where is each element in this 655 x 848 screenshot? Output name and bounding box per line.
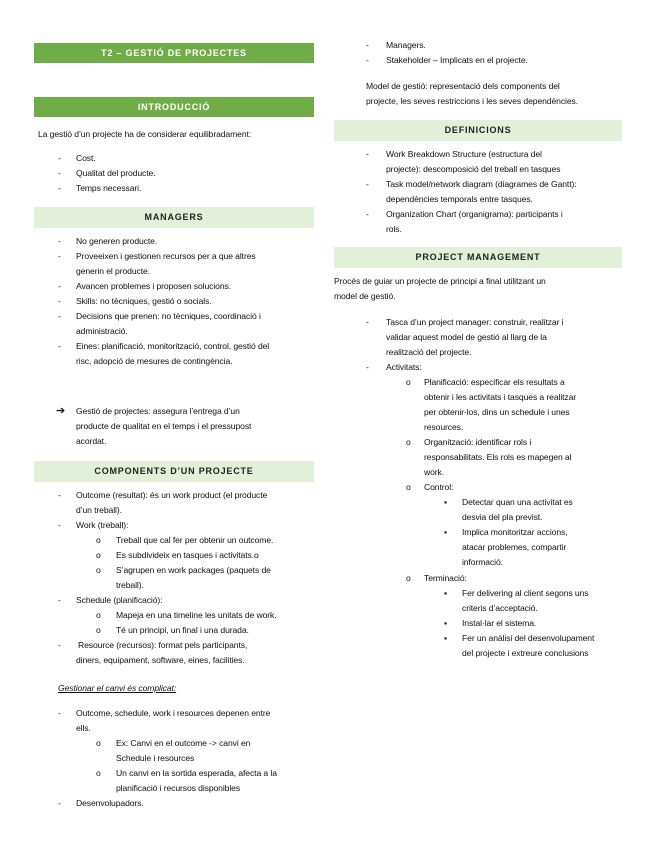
list-item: Work (treball): (76, 520, 129, 530)
list-item: Avancen problemes i proposen solucions. (76, 281, 232, 291)
sub-item: Planificació: especificar els resultats a (424, 377, 565, 387)
list-item: Managers. (386, 40, 426, 50)
list-item: Desenvolupadors. (76, 798, 144, 808)
list-item: Qualitat del producte. (76, 168, 156, 178)
list-item-cont: administració. (76, 326, 128, 336)
list-item-cont: realització del projecte. (386, 347, 472, 357)
sub-sub-item: Detectar quan una activitat es (462, 497, 573, 507)
list-item: Temps necessari. (76, 183, 142, 193)
list-item-cont: dependències temporals entre tasques. (386, 194, 533, 204)
list-item-cont: diners, equipament, software, eines, facilities. (76, 655, 245, 665)
list-item: Outcome, schedule, work i resources depenen entre (76, 708, 271, 718)
sub-sub-item: Implica monitoritzar accions, (462, 527, 568, 537)
list-item: Skills: no tècniques, gestió o socials. (76, 296, 212, 306)
list-item: Organization Chart (organigrama): participants i (386, 209, 563, 219)
heading-definicions: DEFINICIONS (334, 120, 622, 141)
list-item-cont: rols. (386, 224, 402, 234)
sub-sub-item: Fer un anàlisi del desenvolupament (462, 633, 595, 643)
sub-sub-item-cont: del projecte i extreure conclusions (462, 648, 589, 658)
arrow-text: producte de qualitat en el temps i el pressupost (76, 421, 252, 431)
list-item: Tasca d’un project manager: construir, realitzar i (386, 317, 564, 327)
model-text: Model de gestió: representació dels components del (366, 81, 560, 91)
sub-sub-item-cont: criteris d’acceptació. (462, 603, 538, 613)
list-item: Eines: planificació, monitorització, control, gestió del (76, 341, 270, 351)
list-item-cont: validar aquest model de gestió al llarg de la (386, 332, 547, 342)
sub-sub-item-cont: informació. (462, 557, 503, 567)
list-item: Activitats: (386, 362, 422, 372)
list-item: Outcome (resultat): és un work product (el producte (76, 490, 268, 500)
sub-item: Un canvi en la sortida esperada, afecta a la (116, 768, 277, 778)
list-item-cont: ells. (76, 723, 91, 733)
intro-text: La gestió d’un projecte ha de considerar equilibradament: (38, 129, 252, 139)
sub-item: Organització: identificar rols i (424, 437, 532, 447)
list-item: No generen producte. (76, 236, 158, 246)
sub-sub-item-cont: atacar problemes, compartir (462, 542, 567, 552)
sub-item: Control: (424, 482, 454, 492)
heading-introduccio: INTRODUCCIÓ (34, 97, 314, 117)
list-item: Resource (recursos): format pels participants, (78, 640, 248, 650)
list-item: Decisions que prenen: no tècniques, coordinació i (76, 311, 261, 321)
list-item-cont: projecte): descomposició del treball en tasques (386, 164, 561, 174)
sub-item: Terminació: (424, 573, 467, 583)
list-item: Proveeixen i gestionen recursos per a que altres (76, 251, 256, 261)
pm-intro: Procés de guiar un projecte de principi a final utilitzant un (334, 276, 546, 286)
sub-item: S’agrupen en work packages (paquets de (116, 565, 271, 575)
sub-item-cont: planificació i recursos disponibles (116, 783, 241, 793)
change-heading: Gestionar el canvi és complicat: (58, 683, 177, 693)
sub-item-cont: responsabilitats. Els rols es mapegen al (424, 452, 572, 462)
sub-item: Ex: Canvi en el outcome -> canvi en (116, 738, 251, 748)
list-item: Stakeholder – Implicats en el projecte. (386, 55, 528, 65)
document-title: T2 – GESTIÓ DE PROJECTES (34, 43, 314, 63)
list-item: Cost. (76, 153, 96, 163)
pm-intro: model de gestió. (334, 291, 396, 301)
sub-item: Mapeja en una timeline les unitats de work. (116, 610, 277, 620)
sub-item: Treball que cal fer per obtenir un outcome. (116, 535, 274, 545)
list-item: Schedule (planificació): (76, 595, 163, 605)
sub-item-cont: obtenir i les activitats i tasques a realitzar (424, 392, 577, 402)
sub-item-cont: per obtenir-los, dins un schedule i unes (424, 407, 570, 417)
sub-item-cont: resources. (424, 422, 464, 432)
sub-item-cont: treball). (116, 580, 144, 590)
list-item: Task model/network diagram (diagrames de Gantt): (386, 179, 577, 189)
sub-item: Es subdivideix en tasques i activitats.o (116, 550, 259, 560)
heading-project-management: PROJECT MANAGEMENT (334, 247, 622, 268)
sub-item: Té un principi, un final i una durada. (116, 625, 249, 635)
list-item-cont: risc, adopció de mesures de contingència. (76, 356, 233, 366)
sub-item-cont: Schedule i resources (116, 753, 195, 763)
arrow-icon: ➔ (56, 405, 66, 417)
sub-sub-item: Fer delivering al client segons uns (462, 588, 589, 598)
heading-managers: MANAGERS (34, 207, 314, 228)
model-text: projecte, les seves restriccions i les seves dependències. (366, 96, 579, 106)
list-item-cont: d’un treball). (76, 505, 122, 515)
arrow-text: acordat. (76, 436, 107, 446)
list-item: Work Breakdown Structure (estructura del (386, 149, 542, 159)
sub-sub-item: Instal·lar el sistema. (462, 618, 537, 628)
list-item-cont: generin el producte. (76, 266, 150, 276)
sub-item-cont: work. (424, 467, 445, 477)
heading-components: COMPONENTS D’UN PROJECTE (34, 461, 314, 482)
sub-sub-item-cont: desvia del pla previst. (462, 512, 543, 522)
arrow-text: Gestió de projectes: assegura l’entrega d’un (76, 406, 240, 416)
